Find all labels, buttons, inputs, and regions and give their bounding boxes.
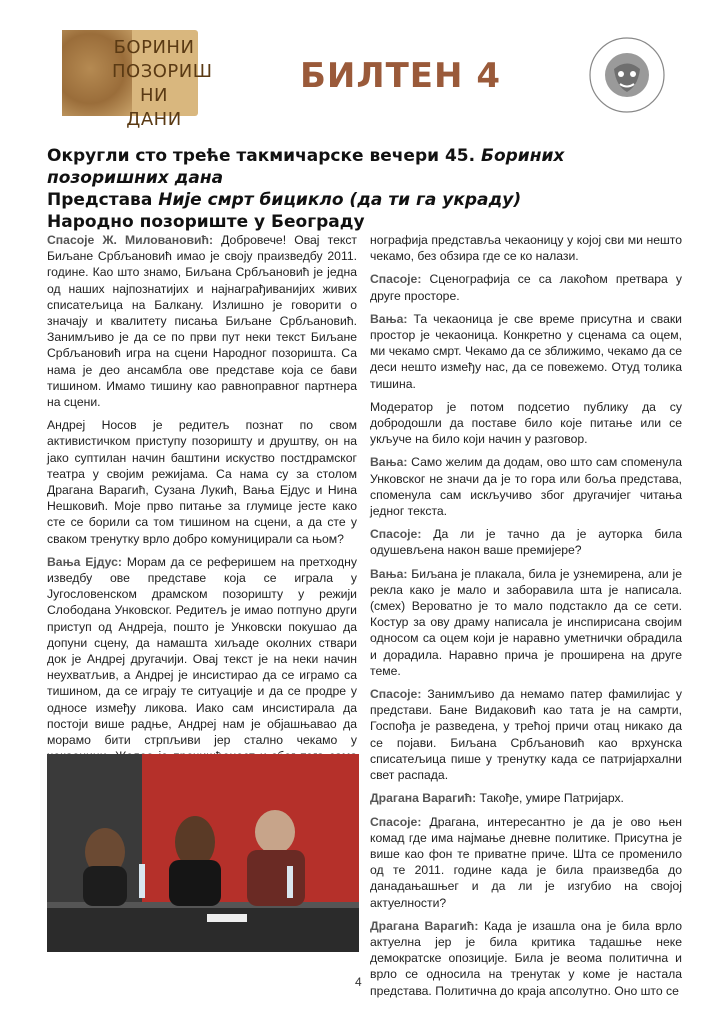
- paragraph: нографија представља чекаоницу у којој сви ми нешто чекамо, без обзира где се ко налази.: [370, 233, 682, 264]
- theatre-seal-logo: [588, 36, 666, 114]
- left-column: [47, 232, 357, 788]
- page-number: 4: [355, 975, 362, 989]
- roundtable-photo: [47, 754, 359, 952]
- paragraph: Спасоје: Сценографија се са лакоћом претвара у друге просторе.: [370, 272, 682, 303]
- paragraph: Вања Ејдус: Морам да се реферишем на претходну изведбу ове представе која се играла у Југословенском драмском позоришту у режији Слободана Унковског. Редитељ је имао потпуно други приступ од Андреја, пошто је Унковски покушао да допуни сцену, да намашта хиљаде околних ствари док је Андреј другачији. Овај текст је на неки начин неухватљив, а Андреј је инсистирао да се играмо са тишином, да се играју те ситуације и да се продре у односе између ликова. Иако сам инсистирала да постоји више радње, Андреј нам је објашњавао да морамо бити стрпљиви јер стално чекамо у: [47, 554, 357, 748]
- paragraph: Спасоје Ж. Миловановић: Добровече! Овај текст Биљане Србљановић имао је своју праизведбу 2011. године. Као што знамо, Биљана Србљановић је једна од наших најпознатијих и најнаграђиванијих живих списатељица на Балкану. Излишно је говорити о значају и квалитету писања Биљане Србљановић. Занимљиво је да се по први пут неки текст Биљане Србљановић игра на сцени Народног позоришта. Са нама је део ансамбла ове представе која се бави тишином. Имамо тишину као равноправног партнера на сцени.: [47, 233, 358, 410]
- paragraph: Спасоје: Да ли је тачно да је ауторка била одушевљена након ваше премијере?: [370, 527, 682, 558]
- right-column: [370, 232, 682, 1006]
- paragraph: Вања: Биљана је плакала, била је узнемирена, али је рекла како је мало и заборавила шта је написала. (смех) Вероватно је то мало подстакло да се сети. Костур за ову драму написала је инспирисана својим односом са оцем који је наравно уметнички обрадила и дорадила. Наравно прича је проширена на друге теме.: [370, 566, 682, 678]
- paragraph: Спасоје: Занимљиво да немамо патер фамилијас у представи. Бане Видаковић као тата је на самрти, Госпођа је разведена, у трећој причи отац никако да се појави. Биљана Србљановић као врхунска списатељица пише у тренутку када се патријархални свет распада.: [370, 687, 682, 783]
- paragraph: Спасоје: Драгана, интересантно је да је ово њен комад где има најмање дневне политике. Присутна је више као фон те приватне приче. Шта се променило од те 2011. године када је била праизведба до данадањашњег и да ли је изгубио на својој актуелности?: [370, 814, 682, 910]
- paragraph: Вања: Само желим да додам, ово што сам споменула Унковског не значи да је то гора или боља представа, споменула сам искључиво због другачијег читања једног текста.: [370, 455, 682, 519]
- paragraph: Андреј Носов је редитељ познат по свом активистичком приступу позоришту и друштву, он на јако суптилан начин баштини искуство постдрамског театра у својим режијама. Са нама су за столом Драгана Варагић, Сузана Лукић, Вања Ејдус и Нина Нешковић. Моје прво питање за глумице јесте како сте се борили са том тишином на сцени, а да сте у сваком тренутку врло добро комуницирали са њом?: [47, 418, 357, 546]
- paragraph: Вања: Та чекаоница је све време присутна и сваки простор је чекаоница. Конкретно у сценама са оцем, ми чекамо смрт. Чекамо да се зближимо, чекамо да се деси нешто између нас, да се повежемо. Отуд толика тишина.: [370, 311, 682, 391]
- paragraph: Драгана Варагић: Такође, умире Патријарх.: [370, 791, 624, 806]
- festival-logo-text: БОРИНИ ПОЗОРИШ НИ ДАНИ: [112, 37, 213, 130]
- bulletin-title: БИЛТЕН 4: [300, 56, 501, 96]
- article-headline: Округли сто треће такмичарске вечери 45. Бориних позоришних дана Представа Није смрт бицикло (да ти га украду) Народно позориште у Београду: [47, 146, 565, 232]
- festival-logo: [62, 30, 213, 130]
- paragraph: Модератор је потом подсетио публику да су добродошли да поставе било које питање или се укључе на било који начин у разговор.: [370, 399, 682, 447]
- paragraph: Драгана Варагић: Када је изашла она је била врло актуелна јер је била критика тадашње неке демократске опозиције. Била је веома политична и врло се односила на тренутак у коме је настала представа. Политична до краја апсолутно. Оно што се: [370, 918, 682, 998]
